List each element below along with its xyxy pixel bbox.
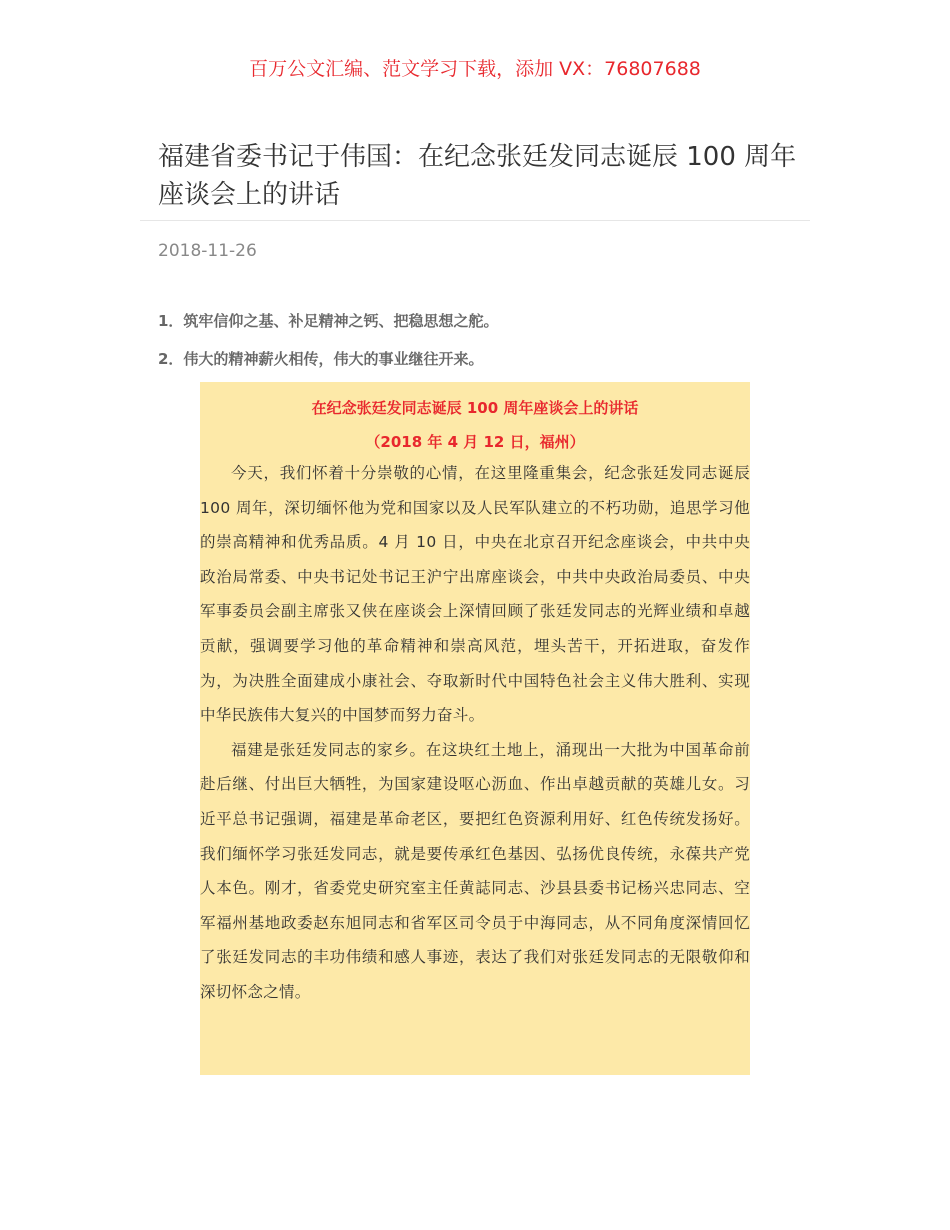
speech-paragraph: 福建是张廷发同志的家乡。在这块红土地上，涌现出一大批为中国革命前赴后继、付出巨大牺牲，为国家建设呕心沥血、作出卓越贡献的英雄儿女。习近平总书记强调，福建是革命老区，要把红色资源利用好、红色传统发扬好。我们缅怀学习张廷发同志，就是要传承红色基因、弘扬优良传统，永葆共产党人本色。刚才，省委党史研究室主任黄誌同志、沙县县委书记杨兴忠同志、空军福州基地政委赵东旭同志和省军区司令员于中海同志，从不同角度深情回忆了张廷发同志的丰功伟绩和感人事迹，表达了我们对张廷发同志的无限敬仰和深切怀念之情。 [200,740,750,1001]
speech-title: 在纪念张廷发同志诞辰 100 周年座谈会上的讲话 [311,399,639,417]
speech-paragraph: 今天，我们怀着十分崇敬的心情，在这里隆重集会，纪念张廷发同志诞辰 100 周年，深切缅怀他为党和国家以及人民军队建立的不朽功勋，追思学习他的崇高精神和优秀品质。4 月 10 日，中央在北京召开纪念座谈会，中共中央政治局常委、中央书记处书记王沪宁出席座谈会，中共中央政治局委员、中央军事委员会副主席张又侠在座谈会上深情回顾了张廷发同志的光辉业绩和卓越贡献，强调要学习他的革命精神和崇高风范，埋头苦干，开拓进取，奋发作为，为决胜全面建成小康社会、夺取新时代中国特色社会主义伟大胜利、实现中华民族伟大复兴的中国梦而努力奋斗。 [200,464,750,725]
promo-banner: 百万公文汇编、范文学习下载，添加 VX：76807688 [249,58,701,80]
speech-date-place: （2018 年 4 月 12 日，福州） [365,433,585,451]
publish-date: 2018-11-26 [158,241,257,261]
speech-box [200,382,750,1075]
summary-item: 1．筑牢信仰之基、补足精神之钙、把稳思想之舵。 [158,312,499,330]
summary-item: 2．伟大的精神薪火相传，伟大的事业继往开来。 [158,350,484,368]
page-title: 福建省委书记于伟国：在纪念张廷发同志诞辰 100 周年座谈会上的讲话 [158,142,797,210]
summary-list [158,310,498,386]
title-divider [140,220,810,221]
